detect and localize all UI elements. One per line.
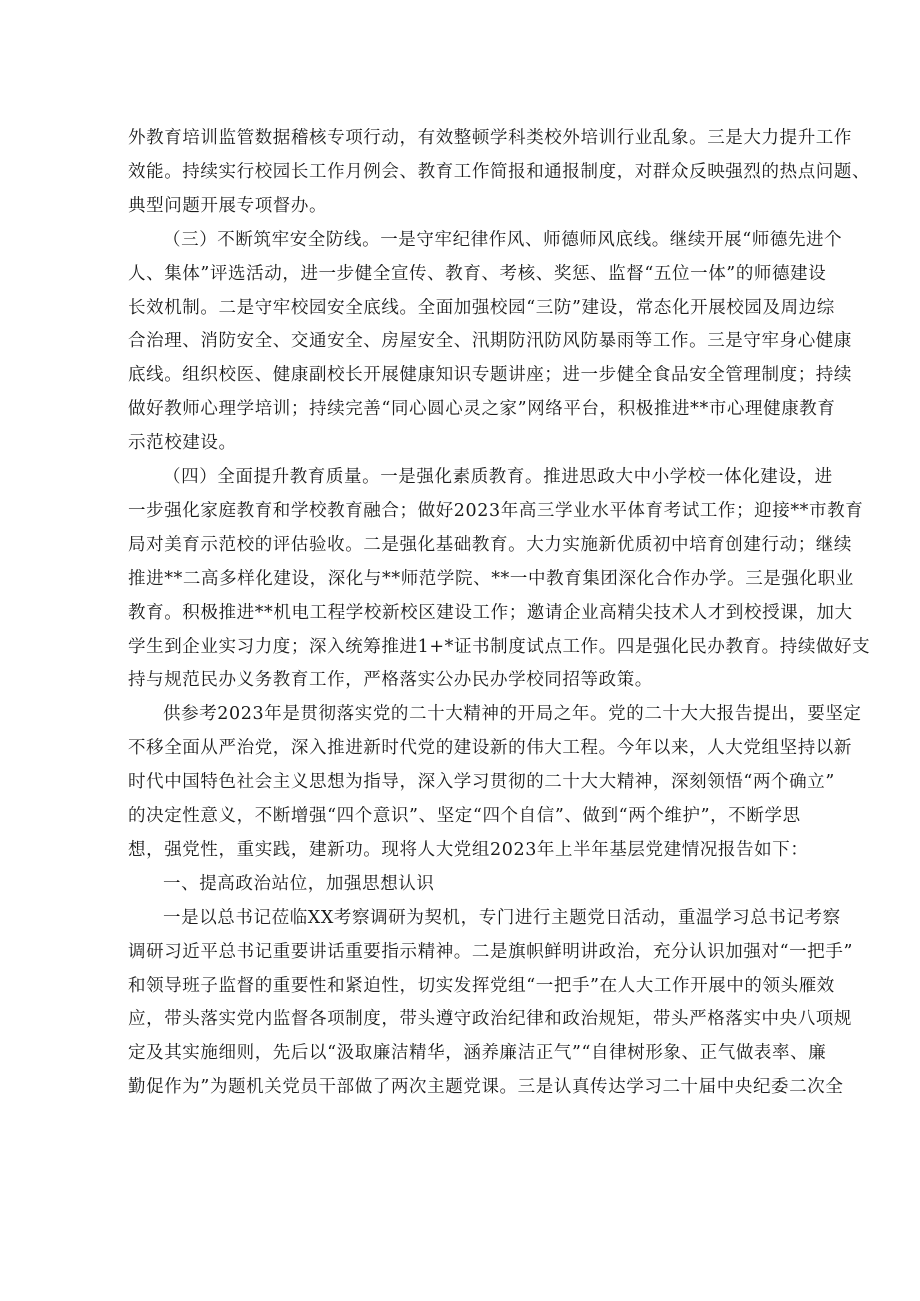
text-line: 典型问题开展专项督办。 <box>128 195 328 216</box>
text-line: 人、集体”评选活动，进一步健全宣传、教育、考核、奖惩、监督“五位一体”的师德建设 <box>128 263 827 284</box>
text-line: 应，带头落实党内监督各项制度，带头遵守政治纪律和政治规矩，带头严格落实中央八项规 <box>128 1009 852 1030</box>
text-line: 学生到企业实习力度；深入统筹推进1+*证书制度试点工作。四是强化民办教育。持续做好支 <box>128 636 871 657</box>
text-line: 示范校建设。 <box>128 433 237 454</box>
text-line: 的决定性意义，不断增强“四个意识”、坚定“四个自信”、做到“两个维护”，不断学思 <box>128 806 801 826</box>
text-line: 调研习近平总书记重要讲话重要指示精神。二是旗帜鲜明讲政治，充分认识加强对“一把手” <box>128 941 853 962</box>
text-line: 外教育培训监管数据稽核专项行动，有效整顿学科类校外培训行业乱象。三是大力提升工作 <box>128 128 852 148</box>
text-line: 时代中国特色社会主义思想为指导，深入学习贯彻的二十大大精神，深刻领悟“两个确立” <box>128 772 835 793</box>
text-line: 勤促作为”为题机关党员干部做了两次主题党课。三是认真传达学习二十届中央纪委二次全 <box>128 1077 844 1098</box>
text-line: 一步强化家庭教育和学校教育融合；做好2023年高三学业水平体育考试工作；迎接**市教育 <box>128 500 864 521</box>
text-line: 和领导班子监督的重要性和紧迫性，切实发挥党组“一把手”在人大工作开展中的领头雁效 <box>128 975 835 996</box>
text-line: （四）全面提升教育质量。一是强化素质教育。推进思政大中小学校一体化建设，进 <box>163 467 833 487</box>
text-line: 不移全面从严治党，深入推进新时代党的建设新的伟大工程。今年以来，人大党组坚持以新 <box>128 738 852 759</box>
text-line: 做好教师心理学培训；持续完善“同心圆心灵之家”网络平台，积极推进**市心理健康教育 <box>128 399 836 420</box>
text-line: 教育。积极推进**机电工程学校新校区建设工作；邀请企业高精尖技术人才到校授课，加大 <box>128 602 853 623</box>
text-line: 长效机制。二是守牢校园安全底线。全面加强校园“三防”建设，常态化开展校园及周边综 <box>128 297 835 318</box>
text-line: 一、提高政治站位，加强思想认识 <box>163 873 435 894</box>
text-line: （三）不断筑牢安全防线。一是守牢纪律作风、师德师风底线。继续开展“师德先进个 <box>163 229 843 250</box>
text-line: 推进**二高多样化建设，深化与**师范学院、**一中教育集团深化合作办学。三是强化职业 <box>128 568 854 589</box>
text-line: 局对美育示范校的评估验收。二是强化基础教育。大力实施新优质初中培育创建行动；继续 <box>128 534 852 555</box>
text-line: 供参考2023年是贯彻落实党的二十大精神的开局之年。党的二十大大报告提出，要坚定 <box>163 704 862 725</box>
text-line: 想，强党性，重实践，建新功。现将人大党组2023年上半年基层党建情况报告如下： <box>128 839 809 860</box>
text-line: 持与规范民办义务教育工作，严格落实公办民办学校同招等政策。 <box>128 670 653 691</box>
text-line: 底线。组织校医、健康副校长开展健康知识专题讲座；进一步健全食品安全管理制度；持续 <box>128 365 852 386</box>
text-line: 合治理、消防安全、交通安全、房屋安全、汛期防汛防风防暴雨等工作。三是守牢身心健康 <box>128 331 852 352</box>
text-line: 定及其实施细则，先后以“汲取廉洁精华，涵养廉洁正气”“自律树形象、正气做表率、廉 <box>128 1043 827 1064</box>
text-line: 一是以总书记莅临XX考察调研为契机，专门进行主题党日活动，重温学习总书记考察 <box>163 907 841 928</box>
text-line: 效能。持续实行校园长工作月例会、教育工作简报和通报制度，对群众反映强烈的热点问题、 <box>128 161 871 182</box>
